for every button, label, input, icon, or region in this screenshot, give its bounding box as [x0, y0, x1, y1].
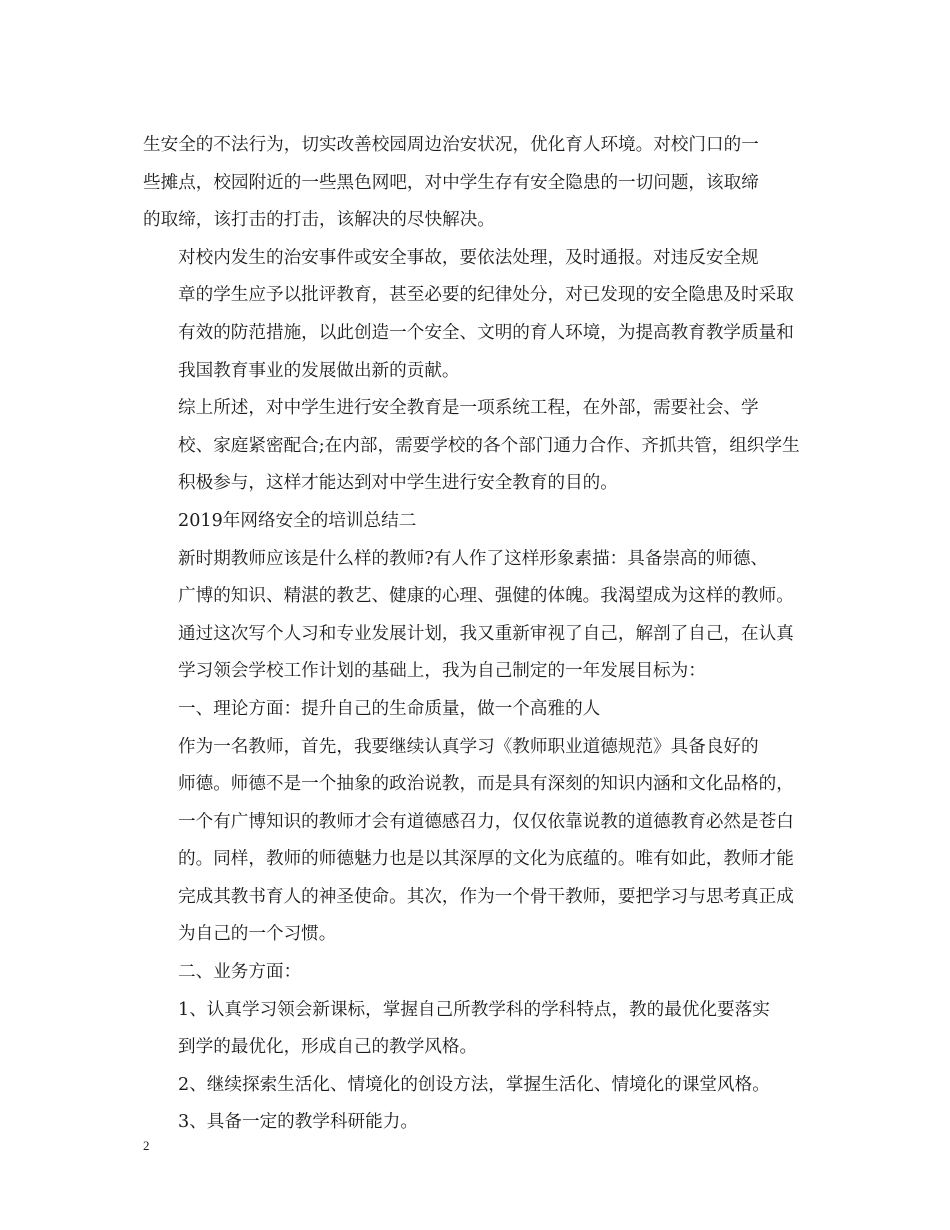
paragraph — [143, 992, 808, 1067]
text-line: 新时期教师应该是什么样的教师?有人作了这样形象素描：具备崇高的师德、 — [178, 548, 769, 569]
text-line: 一个有广博知识的教师才会有道德感召力，仅仅依靠说教的道德教育必然是苍白 — [178, 811, 794, 832]
text-line: 有效的防范措施，以此创造一个安全、文明的育人环境，为提高教育教学质量和 — [178, 322, 794, 343]
paragraph — [143, 390, 808, 503]
text-line: 综上所述，对中学生进行安全教育是一项系统工程，在外部，需要社会、学 — [178, 398, 759, 419]
text-line: 通过这次写个人习和专业发展计划，我又重新审视了自己，解剖了自己，在认真 — [178, 623, 794, 644]
text-line: 学习领会学校工作计划的基础上，我为自己制定的一年发展目标为： — [178, 661, 706, 682]
text-line: 积极参与，这样才能达到对中学生进行安全教育的目的。 — [178, 473, 618, 494]
paragraph — [143, 127, 808, 240]
paragraph — [143, 1067, 808, 1105]
text-line: 生安全的不法行为，切实改善校园周边治安状况，优化育人环境。对校门口的一 — [143, 135, 759, 155]
text-line: 校、家庭紧密配合;在内部，需要学校的各个部门通力合作、齐抓共管，组织学生 — [178, 435, 800, 456]
text-line: 章的学生应予以批评教育，甚至必要的纪律处分，对已发现的安全隐患及时采取 — [178, 285, 794, 306]
text-line: 二、业务方面： — [178, 962, 302, 983]
text-line: 3、具备一定的教学科研能力。 — [178, 1112, 418, 1133]
text-line: 我国教育事业的发展做出新的贡献。 — [178, 360, 460, 381]
text-line: 2、继续探索生活化、情境化的创设方法，掌握生活化、情境化的课堂风格。 — [178, 1074, 770, 1095]
text-line: 些摊点，校园附近的一些黑色网吧，对中学生存有安全隐患的一切问题，该取缔 — [143, 172, 759, 193]
text-line: 一、理论方面：提升自己的生命质量，做一个高雅的人 — [178, 698, 601, 719]
text-line: 对校内发生的治安事件或安全事故，要依法处理，及时通报。对违反安全规 — [178, 247, 759, 268]
document-body — [143, 127, 808, 1142]
paragraph — [143, 1104, 808, 1142]
paragraph — [143, 240, 808, 390]
text-line: 的取缔，该打击的打击，该解决的尽快解决。 — [143, 210, 495, 231]
paragraph — [143, 541, 808, 691]
text-line: 的。同样，教师的师德魅力也是以其深厚的文化为底蕴的。唯有如此，教师才能 — [178, 849, 794, 870]
text-line: 为自己的一个习惯。 — [178, 924, 337, 945]
paragraph — [143, 691, 808, 729]
text-line: 师德。师德不是一个抽象的政治说教，而是具有深刻的知识内涵和文化品格的， — [178, 774, 794, 795]
paragraph — [143, 729, 808, 955]
text-line: 2019年网络安全的培训总结二 — [178, 510, 417, 531]
text-line: 作为一名教师，首先，我要继续认真学习《教师职业道德规范》具备良好的 — [178, 736, 759, 757]
text-line: 到学的最优化，形成自己的教学风格。 — [178, 1037, 478, 1058]
text-line: 完成其教书育人的神圣使命。其次，作为一个骨干教师，要把学习与思考真正成 — [178, 886, 794, 907]
text-line: 广博的知识、精湛的教艺、健康的心理、强健的体魄。我渴望成为这样的教师。 — [178, 586, 794, 607]
paragraph — [143, 954, 808, 992]
text-line: 1、认真学习领会新课标，掌握自己所教学科的学科特点，教的最优化要落实 — [178, 999, 770, 1020]
page-number: 2 — [143, 1138, 150, 1153]
paragraph — [143, 503, 808, 541]
